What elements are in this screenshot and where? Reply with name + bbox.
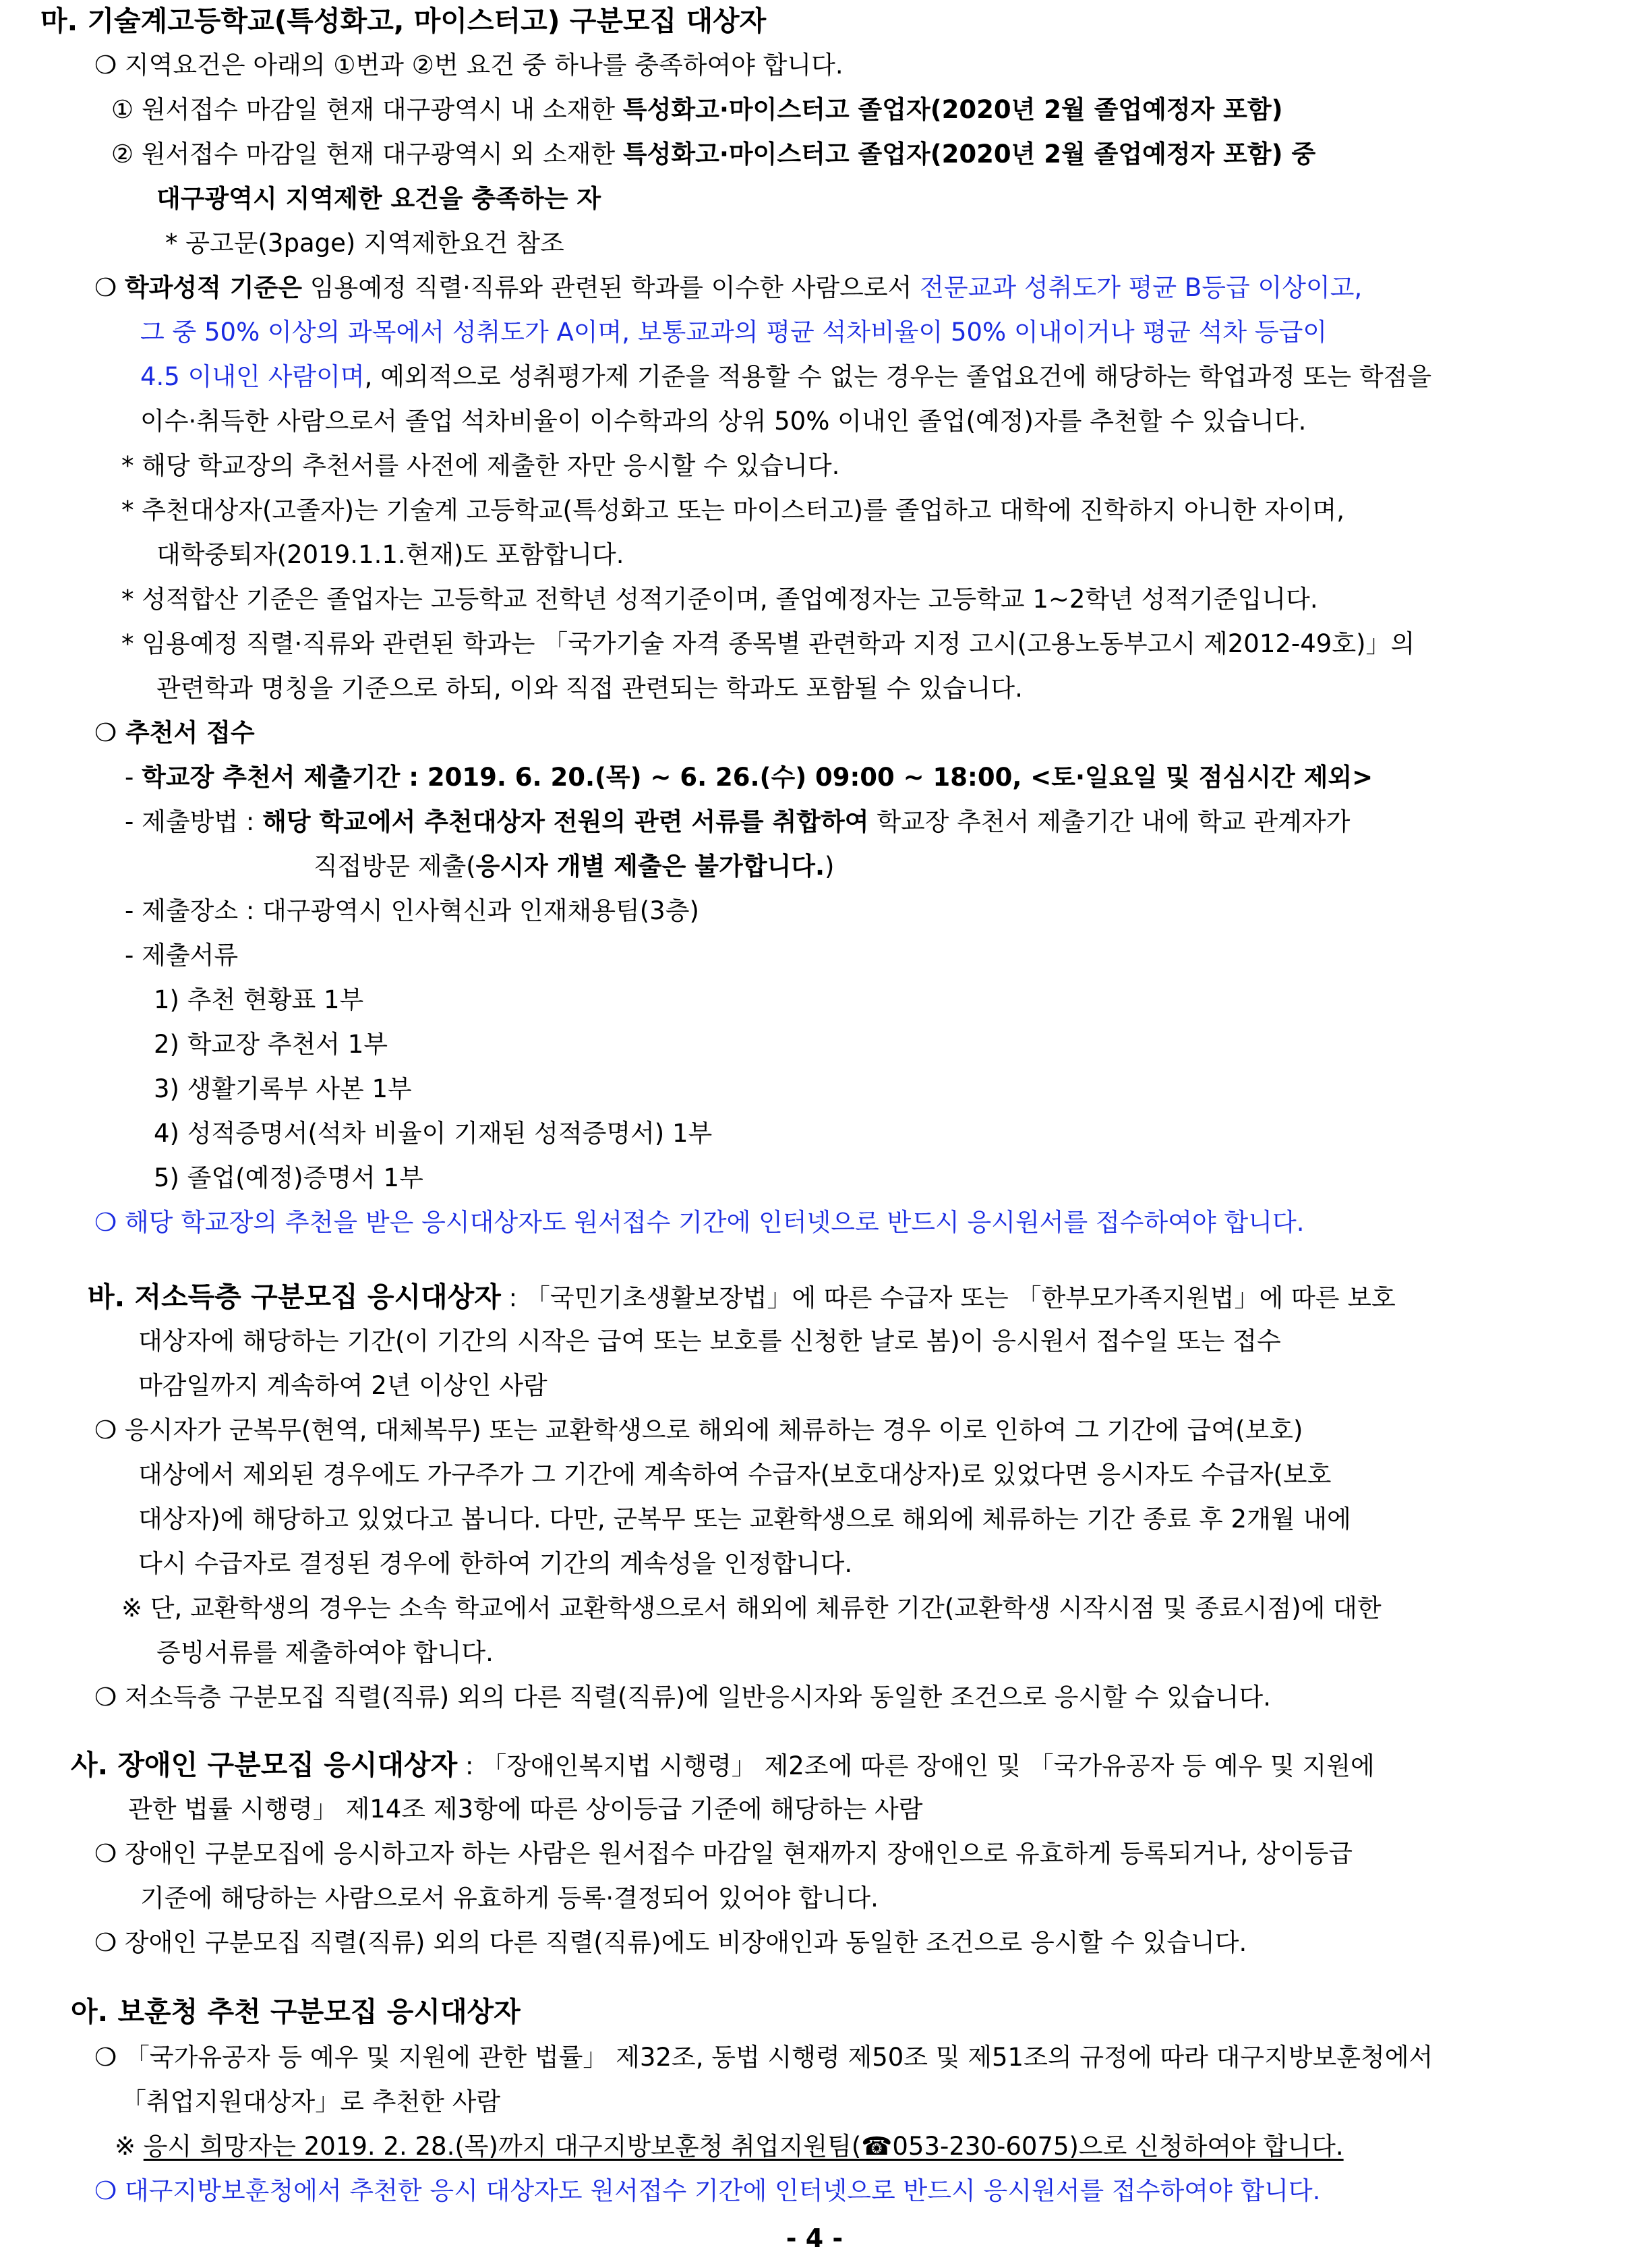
region-requirement: ❍ 지역요건은 아래의 ①번과 ②번 요건 중 하나를 충족하여야 합니다. [94, 51, 843, 80]
grade-note-2: * 추천대상자(고졸자)는 기술계 고등학교(특성화고 또는 마이스터고)를 졸업하고 대학에 진학하지 아니한 자이며, [121, 496, 1345, 525]
grade-note-4-cont: 관련학과 명칭을 기준으로 하되, 이와 직접 관련되는 학과도 포함될 수 있습니다. [156, 674, 1023, 703]
section-a-note: ※ 응시 희망자는 2019. 2. 28.(목)까지 대구지방보훈청 취업지원팀(☎053-230-6075)으로 신청하여야 합니다. [115, 2132, 1344, 2161]
grade-note-3: * 성적합산 기준은 졸업자는 고등학교 전학년 성적기준이며, 졸업예정자는 고등학교 1~2학년 성적기준입니다. [121, 585, 1318, 614]
section-sa-definition-2: 관한 법률 시행령」 제14조 제3항에 따른 상이등급 기준에 해당하는 사람 [128, 1795, 923, 1824]
region-item-2-cont: 대구광역시 지역제한 요건을 충족하는 자 [156, 184, 601, 213]
recommend-method-cont: 직접방문 제출(응시자 개별 제출은 불가합니다.) [314, 852, 835, 881]
section-ba-para-1-2: 대상에서 제외된 경우에도 가구주가 그 기간에 계속하여 수급자(보호대상자)로 있었다면 응시자도 수급자(보호 [138, 1460, 1332, 1489]
section-a-para-1-2: 「취업지원대상자」로 추천한 사람 [121, 2087, 501, 2116]
region-item-1: ① 원서접수 마감일 현재 대구광역시 내 소재한 특성화고·마이스터고 졸업자(2020년 2월 졸업예정자 포함) [111, 95, 1283, 124]
section-sa-para-1-2: 기준에 해당하는 사람으로서 유효하게 등록·결정되어 있어야 합니다. [140, 1884, 879, 1913]
grade-criteria-line-2: 그 중 50% 이상의 과목에서 성취도가 A이며, 보통교과의 평균 석차비율이 50% 이내이거나 평균 석차 등급이 [140, 318, 1328, 347]
recommend-place: - 제출장소 : 대구광역시 인사혁신과 인재채용팀(3층) [125, 896, 699, 925]
section-ba-para-1: ❍ 응시자가 군복무(현역, 대체복무) 또는 교환학생으로 해외에 체류하는 경우 이로 인하여 그 기간에 급여(보호) [94, 1416, 1303, 1445]
section-ma-heading: 마. 기술계고등학교(특성화고, 마이스터고) 구분모집 대상자 [40, 5, 767, 37]
section-a-heading: 아. 보훈청 추천 구분모집 응시대상자 [71, 1996, 521, 2028]
doc-item: 4) 성적증명서(석차 비율이 기재된 성적증명서) 1부 [154, 1119, 713, 1148]
doc-item: 2) 학교장 추천서 1부 [154, 1030, 388, 1059]
section-sa-para-2: ❍ 장애인 구분모집 직렬(직류) 외의 다른 직렬(직류)에도 비장애인과 동일한 조건으로 응시할 수 있습니다. [94, 1928, 1247, 1957]
section-ba-definition: 바. 저소득층 구분모집 응시대상자 : 「국민기초생활보장법」에 따른 수급자 또는 「한부모가족지원법」에 따른 보호 [88, 1281, 1396, 1313]
recommend-method: - 제출방법 : 해당 학교에서 추천대상자 전원의 관련 서류를 취합하여 학교장 추천서 제출기간 내에 학교 관계자가 [125, 807, 1351, 836]
grade-note-1: * 해당 학교장의 추천서를 사전에 제출한 자만 응시할 수 있습니다. [121, 451, 840, 480]
section-sa-heading: 사. 장애인 구분모집 응시대상자 [71, 1749, 458, 1781]
section-ba-para-1-3: 대상자)에 해당하고 있었다고 봅니다. 다만, 군복무 또는 교환학생으로 해외에 체류하는 기간 종료 후 2개월 내에 [138, 1505, 1351, 1534]
recommend-heading: ❍ 추천서 접수 [94, 718, 255, 747]
grade-criteria-line-4: 이수·취득한 사람으로서 졸업 석차비율이 이수학과의 상위 50% 이내인 졸업(예정)자를 추천할 수 있습니다. [140, 407, 1307, 436]
grade-note-4: * 임용예정 직렬·직류와 관련된 학과는 「국가기술 자격 종목별 관련학과 지정 고시(고용노동부고시 제2012-49호)」의 [121, 629, 1415, 658]
recommend-final-note: ❍ 해당 학교장의 추천을 받은 응시대상자도 원서접수 기간에 인터넷으로 반드시 응시원서를 접수하여야 합니다. [94, 1208, 1305, 1237]
recommend-docs-label: - 제출서류 [125, 941, 239, 970]
section-ba-definition-2: 대상자에 해당하는 기간(이 기간의 시작은 급여 또는 보호를 신청한 날로 봄)이 응시원서 접수일 또는 접수 [138, 1327, 1281, 1356]
section-sa-definition: 사. 장애인 구분모집 응시대상자 : 「장애인복지법 시행령」 제2조에 따른 장애인 및 「국가유공자 등 예우 및 지원에 [71, 1749, 1375, 1781]
section-ba-note: ※ 단, 교환학생의 경우는 소속 학교에서 교환학생으로서 해외에 체류한 기간(교환학생 시작시점 및 종료시점)에 대한 [121, 1594, 1382, 1623]
page-number: - 4 - [786, 2223, 843, 2253]
grade-note-2-cont: 대학중퇴자(2019.1.1.현재)도 포함합니다. [156, 540, 624, 569]
grade-criteria: ❍ 학과성적 기준은 임용예정 직렬·직류와 관련된 학과를 이수한 사람으로서 전문교과 성취도가 평균 B등급 이상이고, [94, 273, 1363, 302]
grade-criteria-line-3: 4.5 이내인 사람이며, 예외적으로 성취평가제 기준을 적용할 수 없는 경우는 졸업요건에 해당하는 학업과정 또는 학점을 [140, 362, 1432, 391]
section-ba-para-1-4: 다시 수급자로 결정된 경우에 한하여 기간의 계속성을 인정합니다. [138, 1549, 853, 1578]
doc-item: 1) 추천 현황표 1부 [154, 985, 364, 1014]
region-note: * 공고문(3page) 지역제한요건 참조 [165, 229, 564, 258]
region-item-2: ② 원서접수 마감일 현재 대구광역시 외 소재한 특성화고·마이스터고 졸업자(2020년 2월 졸업예정자 포함) 중 [111, 140, 1316, 169]
section-sa-para-1: ❍ 장애인 구분모집에 응시하고자 하는 사람은 원서접수 마감일 현재까지 장애인으로 유효하게 등록되거나, 상이등급 [94, 1839, 1353, 1868]
section-ba-heading: 바. 저소득층 구분모집 응시대상자 [88, 1281, 501, 1313]
section-a-para-2: ❍ 대구지방보훈청에서 추천한 응시 대상자도 원서접수 기간에 인터넷으로 반드시 응시원서를 접수하여야 합니다. [94, 2176, 1321, 2205]
section-ba-definition-3: 마감일까지 계속하여 2년 이상인 사람 [138, 1371, 547, 1400]
doc-item: 3) 생활기록부 사본 1부 [154, 1074, 412, 1103]
section-ba-note-2: 증빙서류를 제출하여야 합니다. [156, 1638, 494, 1667]
recommend-period: - 학교장 추천서 제출기간 : 2019. 6. 20.(목) ~ 6. 26.(수) 09:00 ~ 18:00, <토·일요일 및 점심시간 제외> [125, 763, 1373, 792]
section-ba-para-2: ❍ 저소득층 구분모집 직렬(직류) 외의 다른 직렬(직류)에 일반응시자와 동일한 조건으로 응시할 수 있습니다. [94, 1683, 1271, 1712]
section-a-para-1: ❍ 「국가유공자 등 예우 및 지원에 관한 법률」 제32조, 동법 시행령 제50조 및 제51조의 규정에 따라 대구지방보훈청에서 [94, 2043, 1433, 2072]
doc-item: 5) 졸업(예정)증명서 1부 [154, 1163, 423, 1192]
